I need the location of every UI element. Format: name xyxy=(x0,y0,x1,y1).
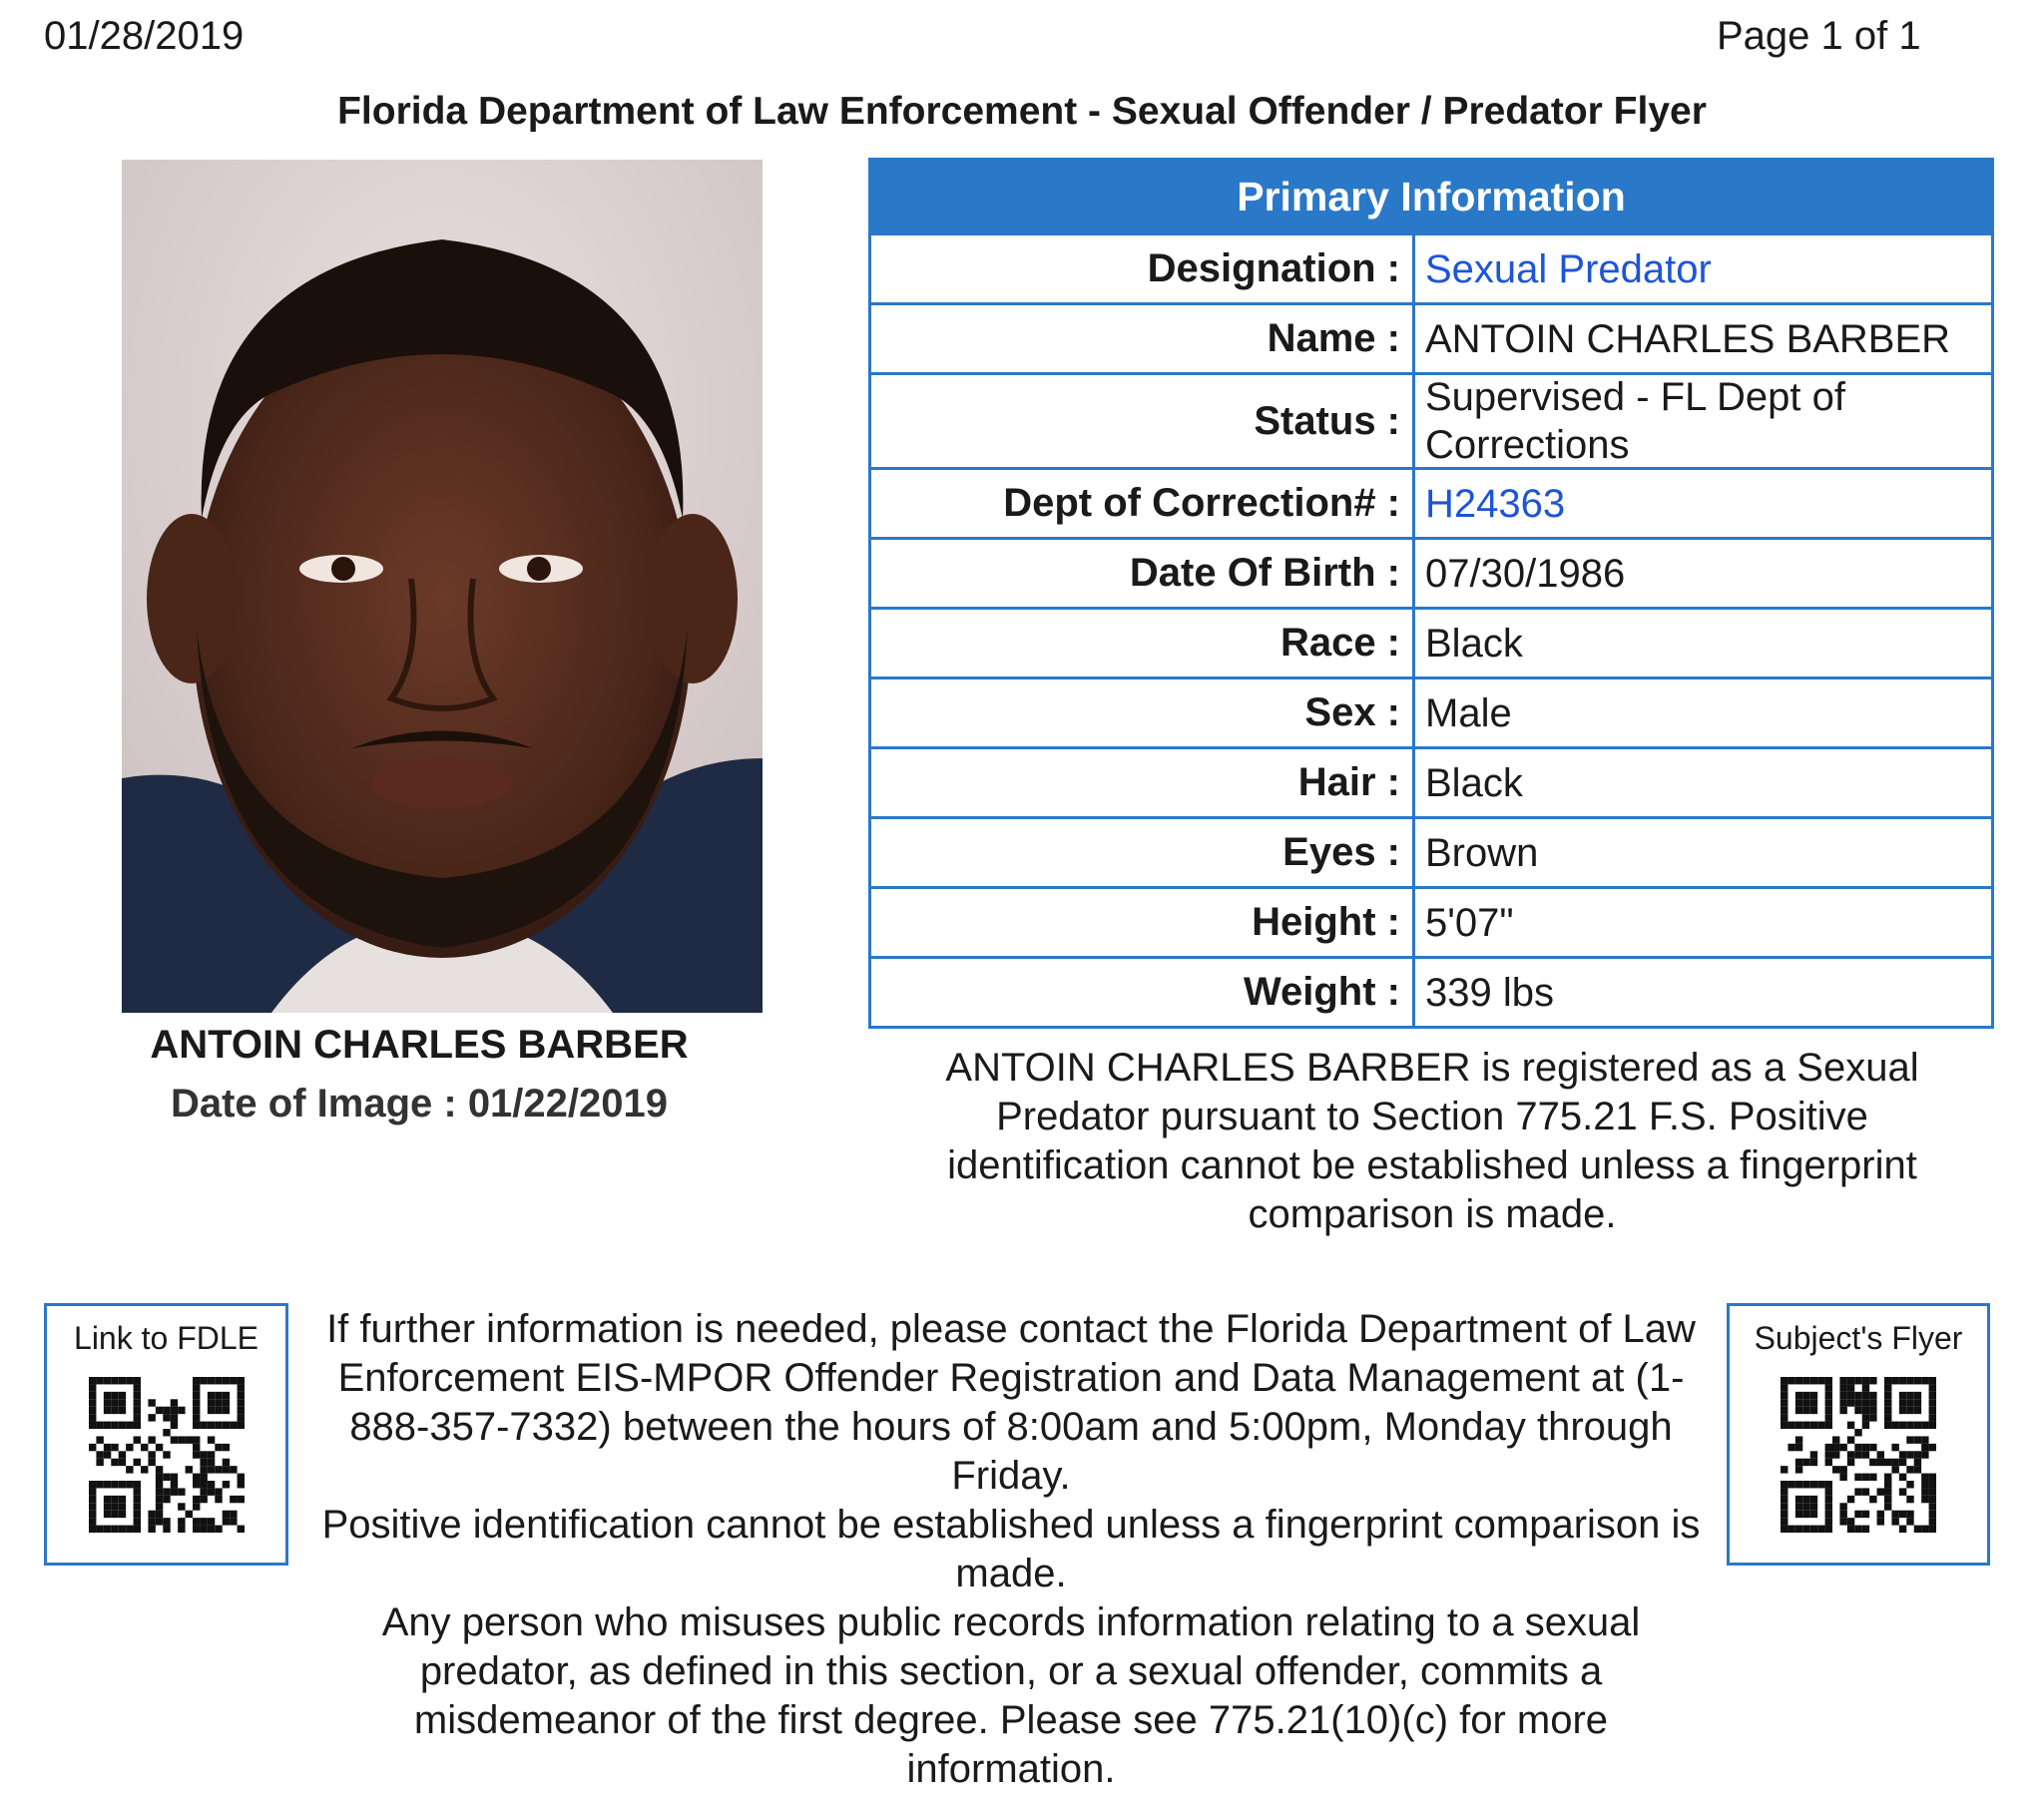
row-dob xyxy=(871,537,1991,607)
row-weight xyxy=(871,956,1991,1026)
row-race xyxy=(871,607,1991,676)
link-to-fdle-label: Link to FDLE xyxy=(74,1320,258,1356)
designation-link[interactable]: Sexual Predator xyxy=(1425,246,1712,291)
weight-label: Weight : xyxy=(871,959,1415,1026)
registration-statement: ANTOIN CHARLES BARBER is registered as a Sexual Predator pursuant to Section 775.21 F.S. Positive identification cannot be established unless a fingerprint comparison is made. xyxy=(945,1046,1919,1236)
row-name xyxy=(871,302,1991,372)
race-label: Race : xyxy=(871,610,1415,676)
page-title: Florida Department of Law Enforcement - Sexual Offender / Predator Flyer xyxy=(337,90,1707,133)
contact-information xyxy=(317,1305,1705,1794)
doc-number-label: Dept of Correction# : xyxy=(871,470,1415,537)
link-to-fdle-qr-box[interactable] xyxy=(44,1303,288,1566)
row-designation xyxy=(871,232,1991,302)
date-of-image-value: 01/22/2019 xyxy=(467,1082,669,1126)
doc-number-link[interactable]: H24363 xyxy=(1425,481,1566,526)
offender-photo xyxy=(122,160,763,1013)
page-number: Page 1 of 1 xyxy=(1717,14,1921,58)
row-eyes xyxy=(871,816,1991,886)
sex-value: Male xyxy=(1425,690,1512,735)
row-height xyxy=(871,886,1991,956)
weight-value: 339 lbs xyxy=(1425,970,1554,1015)
status-label: Status : xyxy=(871,375,1415,467)
primary-information-table xyxy=(868,158,1994,1029)
row-doc-number xyxy=(871,467,1991,537)
name-label: Name : xyxy=(871,305,1415,372)
subjects-flyer-qr-box[interactable] xyxy=(1727,1303,1990,1566)
date-of-image xyxy=(100,1082,739,1127)
date-of-image-label: Date of Image : xyxy=(170,1082,457,1126)
designation-label: Designation : xyxy=(871,235,1415,302)
hair-label: Hair : xyxy=(871,749,1415,816)
qr-code-icon[interactable] xyxy=(1781,1377,1936,1533)
primary-information-heading: Primary Information xyxy=(871,161,1991,232)
subjects-flyer-label: Subject's Flyer xyxy=(1754,1320,1963,1356)
dob-value: 07/30/1986 xyxy=(1425,551,1626,596)
qr-code-icon[interactable] xyxy=(89,1377,245,1533)
height-label: Height : xyxy=(871,889,1415,956)
hair-value: Black xyxy=(1425,760,1523,805)
print-date: 01/28/2019 xyxy=(44,14,245,58)
row-status xyxy=(871,372,1991,467)
eyes-value: Brown xyxy=(1425,830,1539,875)
misuse-warning: Any person who misuses public records information relating to a sexual predator, as defined in this section, or a sexual offender, commits a misdemeanor of the first degree. Please see 775.21(10)(c) for more information. xyxy=(381,1600,1641,1791)
row-sex xyxy=(871,676,1991,746)
sex-label: Sex : xyxy=(871,679,1415,746)
row-hair xyxy=(871,746,1991,816)
photo-caption-name: ANTOIN CHARLES BARBER xyxy=(150,1023,689,1067)
status-value: Supervised - FL Dept of Corrections xyxy=(1425,375,1845,467)
height-value: 5'07" xyxy=(1425,900,1514,945)
fingerprint-notice: Positive identification cannot be established unless a fingerprint comparison is made. xyxy=(321,1503,1701,1595)
dob-label: Date Of Birth : xyxy=(871,540,1415,607)
name-value: ANTOIN CHARLES BARBER xyxy=(1425,316,1951,361)
race-value: Black xyxy=(1425,621,1523,666)
contact-paragraph: If further information is needed, please contact the Florida Department of Law Enforcement EIS-MPOR Offender Registration and Data Management at (1-888-357-7332) between the hours of 8:00am and 5:00pm, Monday through Friday. xyxy=(326,1307,1696,1498)
eyes-label: Eyes : xyxy=(871,819,1415,886)
